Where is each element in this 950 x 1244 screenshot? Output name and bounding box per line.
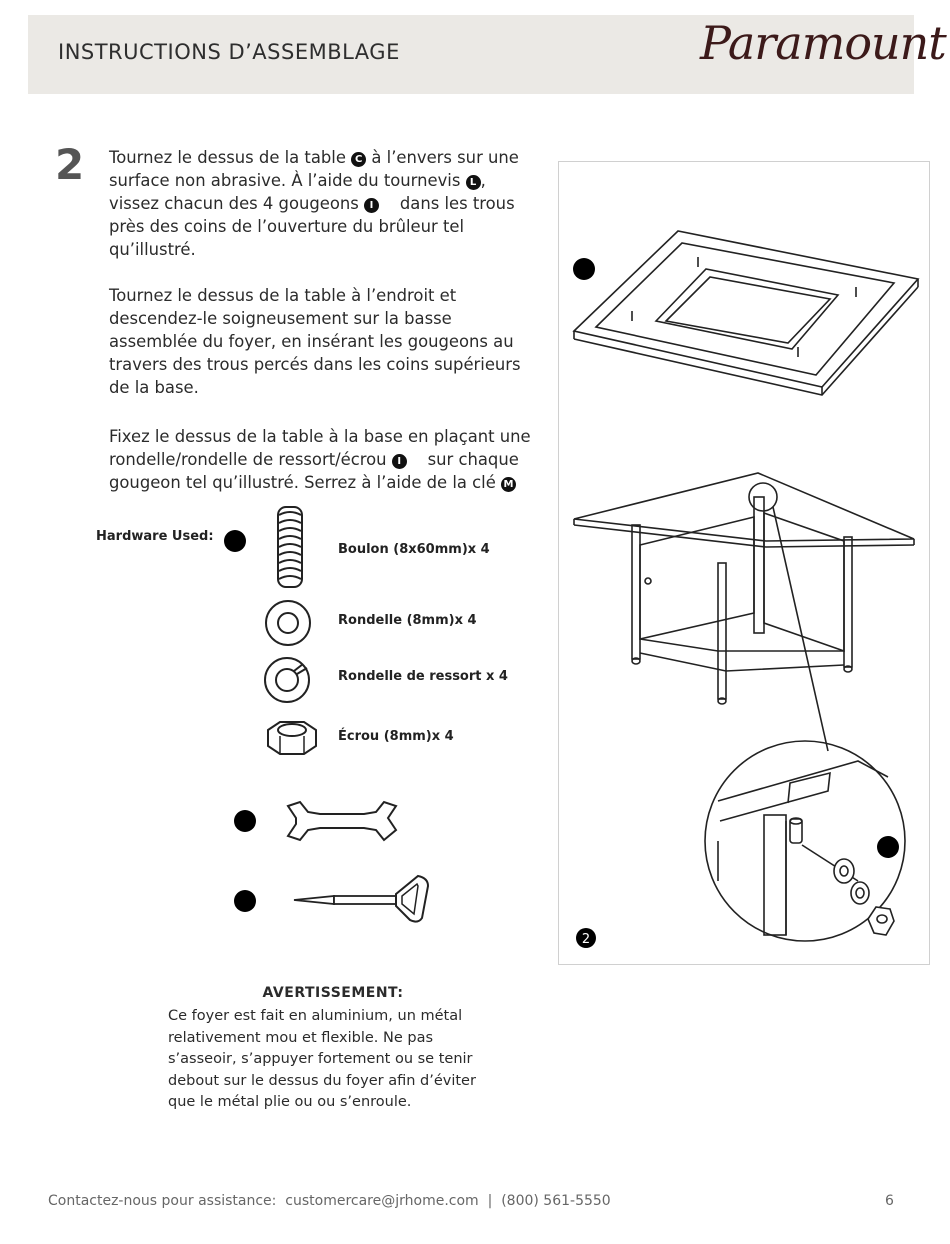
- zoom-callout-dot: [877, 836, 899, 858]
- hardware-item-nut: Écrou (8mm)x 4: [338, 729, 454, 744]
- para1-part4: dans les trous près des coins de l’ouverture du brûleur tel qu’illustré.: [109, 194, 520, 259]
- assembly-drawing: [558, 161, 930, 965]
- footer-contact: Contactez-nous pour assistance: customercare@jrhome.com | (800) 561-5550: [48, 1193, 611, 1209]
- hardware-item-bolt: Boulon (8x60mm)x 4: [338, 542, 490, 557]
- figure-number: 2: [581, 932, 591, 947]
- warning-title: AVERTISSEMENT:: [262, 985, 404, 1001]
- screwdriver-icon: [290, 872, 432, 926]
- part-m-icon: M: [501, 477, 516, 492]
- para1-part2: à l’envers sur une surface non abrasive. À l’aide du tournevis: [109, 148, 519, 190]
- hardware-item-spring-washer: Rondelle de ressort x 4: [338, 669, 508, 684]
- page-number: 6: [885, 1193, 894, 1209]
- brand-logo: Paramount: [700, 16, 946, 70]
- instruction-paragraph-3: [109, 425, 539, 494]
- part-callout-dot: [573, 258, 595, 280]
- part-l-icon: L: [466, 175, 481, 190]
- part-c-icon: C: [351, 152, 366, 167]
- step-number: 2: [55, 140, 85, 189]
- part-i-icon: I: [392, 454, 407, 469]
- para1-part3: , vissez chacun des 4 gougeons: [109, 171, 486, 213]
- hardware-used-label: Hardware Used:: [96, 529, 214, 544]
- screwdriver-callout-dot: [234, 890, 256, 912]
- part-i-icon: I: [364, 198, 379, 213]
- page-title: INSTRUCTIONS D’ASSEMBLAGE: [58, 40, 400, 64]
- instruction-paragraph-1: [109, 146, 539, 261]
- instruction-paragraph-2: Tournez le dessus de la table à l’endroit et descendez-le soigneusement sur la basse assemblée du foyer, en insérant les gougeons au travers des trous percés dans les coins supérieurs de la base.: [109, 286, 521, 397]
- nut-icon: [262, 718, 322, 758]
- washer-icon: [264, 599, 312, 647]
- hardware-callout-dot: [224, 530, 246, 552]
- spring-washer-icon: [263, 656, 311, 704]
- bolt-icon: [270, 505, 310, 590]
- para3-part2: sur chaque gougeon tel qu’illustré. Serrez à l’aide de la clé: [109, 450, 525, 492]
- wrench-callout-dot: [234, 810, 256, 832]
- hardware-item-washer: Rondelle (8mm)x 4: [338, 613, 477, 628]
- warning-text: Ce foyer est fait en aluminium, un métal relativement mou et flexible. Ne pas s’asseoir, s’appuyer fortement ou se tenir debout sur le dessus du foyer afin d’éviter que le métal plie ou ou s’enroule.: [168, 1008, 476, 1110]
- para3-part1: Fixez le dessus de la table à la base en plaçant une rondelle/rondelle de ressort/écrou: [109, 427, 531, 469]
- wrench-icon: [284, 798, 400, 844]
- para1-part1: Tournez le dessus de la table: [109, 148, 352, 167]
